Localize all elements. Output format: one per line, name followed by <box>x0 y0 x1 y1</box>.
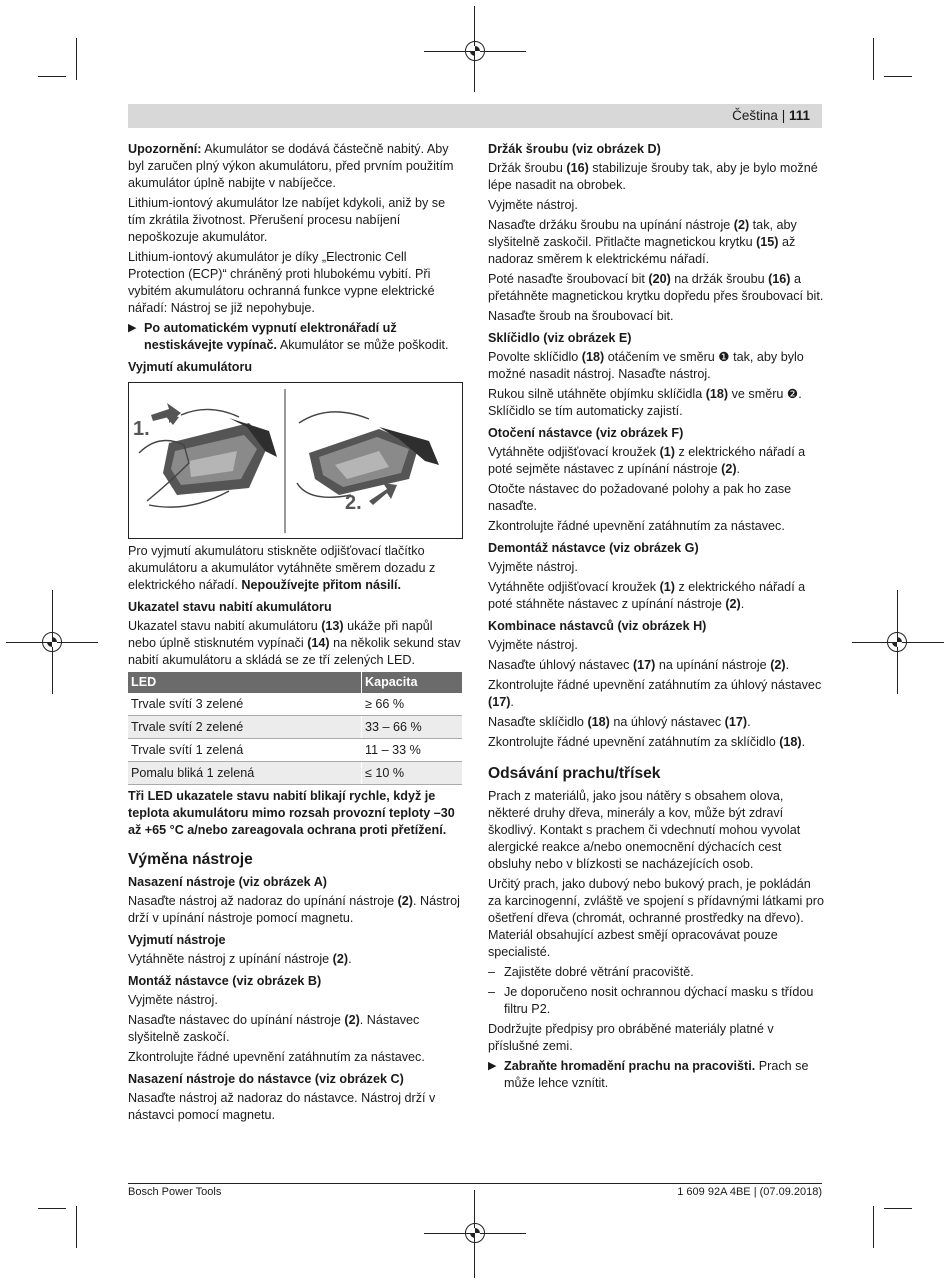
section-heading: Ukazatel stavu nabití akumulátoru <box>128 600 332 614</box>
paragraph: Povolte sklíčidlo (18) otáčením ve směru ❶ tak, aby bylo možné nasadit nástroj. Nasaďte nástroj. <box>488 350 804 381</box>
paragraph: Zkontrolujte řádné upevnění zatáhnutím za sklíčidlo (18). <box>488 735 806 749</box>
page-number: 111 <box>788 108 810 123</box>
paragraph: Upozornění: Akumulátor se dodává částečně nabitý. Aby byl zaručen plný výkon akumulátoru, před prvním použitím akumulátor úplně nabijte v nabíječce. <box>128 142 454 190</box>
section-heading: Nasazení nástroje do nástavce (viz obrázek C) <box>128 1072 404 1086</box>
section-heading: Vyjmutí akumulátoru <box>128 360 253 374</box>
footer-doc-id: 1 609 92A 4BE | (07.09.2018) <box>677 1186 822 1198</box>
table-row: Pomalu bliká 1 zelená ≤ 10 % <box>128 762 462 785</box>
paragraph: Prach z materiálů, jako jsou nátěry s obsahem olova, některé druhy dřeva, minerály a kov, může být zdraví škodlivý. Kontakt s prachem či vdechnutí mohou vyvolat alergické reakce a/nebo onemocnění dýchacích cest obsluhy nebo v blízkosti se nacházejících osob. <box>488 789 801 871</box>
paragraph: Vytáhněte odjišťovací kroužek (1) z elektrického nářadí a poté sejměte nástavec z upínání nástroje (2). <box>488 445 806 476</box>
battery-removal-illustration <box>129 383 462 538</box>
paragraph: Lithium-iontový akumulátor lze nabíjet kdykoli, aniž by se tím zkrátila životnost. Přerušení procesu nabíjení nepoškozuje akumulátor. <box>128 196 446 244</box>
paragraph: Ukazatel stavu nabití akumulátoru (13) ukáže při napůl nebo úplně stisknutém vypínači (14) na několik sekund stav nabití akumulátoru a skládá se ze tří zelených LED. <box>128 619 461 667</box>
chapter-heading: Odsávání prachu/třísek <box>488 765 661 782</box>
led-capacity-table <box>128 672 462 785</box>
paragraph: Vyjměte nástroj. <box>488 560 578 574</box>
table-row: Trvale svítí 3 zelené ≥ 66 % <box>128 693 462 716</box>
paragraph: Nasaďte úhlový nástavec (17) na upínání nástroje (2). <box>488 658 790 672</box>
section-heading: Otočení nástavce (viz obrázek F) <box>488 426 684 440</box>
section-heading: Montáž nástavce (viz obrázek B) <box>128 974 322 988</box>
figure-step-label: 1. <box>133 418 150 440</box>
page-header: Čeština | 111 <box>128 104 822 128</box>
list-item: – Je doporučeno nosit ochrannou dýchací masku s třídou filtru P2. <box>488 985 814 1016</box>
warning-item: ▶ Po automatickém vypnutí elektronářadí už nestiskávejte vypínač. Akumulátor se může poškodit. <box>128 321 449 352</box>
section-heading: Vyjmutí nástroje <box>128 933 226 947</box>
paragraph: Dodržujte předpisy pro obráběné materiály platné v příslušné zemi. <box>488 1022 774 1053</box>
list-item: – Zajistěte dobré větrání pracoviště. <box>488 965 694 979</box>
paragraph: Zkontrolujte řádné upevnění zatáhnutím za úhlový nástavec (17). <box>488 678 822 709</box>
paragraph: Lithium-iontový akumulátor je díky „Electronic Cell Protection (ECP)“ chráněný proti hlubokému vybití. Při vybitém akumulátoru ochranná funkce vypne elektrické nářadí: Nástroj se již nepohybuje. <box>128 250 435 315</box>
registration-mark-icon <box>465 1223 485 1243</box>
section-heading: Demontáž nástavce (viz obrázek G) <box>488 541 699 555</box>
paragraph: Nasaďte držáku šroubu na upínání nástroje (2) tak, aby slyšitelně zaskočil. Přitlačte magnetickou krytku (15) až nadoraz směrem k elektrickému nářadí. <box>488 218 797 266</box>
left-column <box>128 141 464 1127</box>
warning-item: ▶ Zabraňte hromadění prachu na pracovišti. Prach se může lehce vznítit. <box>488 1059 809 1090</box>
paragraph: Rukou silně utáhněte objímku sklíčidla (18) ve směru ❷. Sklíčidlo se tím automaticky zajistí. <box>488 387 802 418</box>
paragraph: Otočte nástavec do požadované polohy a pak ho zase nasaďte. <box>488 482 792 513</box>
paragraph: Vyjměte nástroj. <box>488 638 578 652</box>
paragraph: Nasaďte nástavec do upínání nástroje (2). Nástavec slyšitelně zaskočí. <box>128 1013 420 1044</box>
paragraph: Nasaďte nástroj až nadoraz do nástavce. Nástroj drží v nástavci pomocí magnetu. <box>128 1091 436 1122</box>
paragraph: Držák šroubu (16) stabilizuje šrouby tak, aby je bylo možné lépe nasadit na obrobek. <box>488 161 818 192</box>
section-heading: Držák šroubu (viz obrázek D) <box>488 142 661 156</box>
paragraph: Nasaďte nástroj až nadoraz do upínání nástroje (2). Nástroj drží v upínání nástroje pomocí magnetu. <box>128 894 460 925</box>
crop-mark <box>38 1208 66 1209</box>
paragraph: Vyjměte nástroj. <box>128 993 218 1007</box>
crop-mark <box>76 1206 77 1248</box>
right-column <box>488 141 824 1095</box>
section-heading: Nasazení nástroje (viz obrázek A) <box>128 875 327 889</box>
direction-1-icon: ❶ <box>718 350 730 364</box>
paragraph: Zkontrolujte řádné upevnění zatáhnutím za nástavec. <box>488 519 785 533</box>
paragraph: Nasaďte šroub na šroubovací bit. <box>488 309 674 323</box>
paragraph: Vytáhněte nástroj z upínání nástroje (2). <box>128 952 352 966</box>
paragraph: Určitý prach, jako dubový nebo bukový prach, je pokládán za karcinogenní, zvláště ve spojení s přídavnými látkami pro ošetření dřeva (chromát, ochranné prostředky na dřevo). Materiál obsahující azbest smějí opracovávat pouze specialisté. <box>488 877 824 959</box>
footer-brand: Bosch Power Tools <box>128 1186 222 1198</box>
table-header-row: LED Kapacita <box>128 672 462 693</box>
crop-mark <box>76 38 77 80</box>
crop-mark <box>884 1208 912 1209</box>
paragraph: Pro vyjmutí akumulátoru stiskněte odjišťovací tlačítko akumulátoru a akumulátor vytáhněte směrem dozadu z elektrického nářadí. Nepoužívejte přitom násilí. <box>128 544 436 592</box>
paragraph: Poté nasaďte šroubovací bit (20) na držák šroubu (16) a přetáhněte magnetickou krytku dopředu přes šroubovací bit. <box>488 272 824 303</box>
triangle-right-icon: ▶ <box>488 1060 497 1072</box>
registration-mark-icon <box>42 632 62 652</box>
registration-mark-icon <box>465 41 485 61</box>
paragraph: Vytáhněte odjišťovací kroužek (1) z elektrického nářadí a poté stáhněte nástavec z upínání nástroje (2). <box>488 580 806 611</box>
crop-mark <box>884 76 912 77</box>
paragraph: Vyjměte nástroj. <box>488 198 578 212</box>
battery-removal-figure <box>128 382 463 539</box>
section-heading: Sklíčidlo (viz obrázek E) <box>488 331 632 345</box>
crop-mark <box>873 38 874 80</box>
paragraph: Zkontrolujte řádné upevnění zatáhnutím za nástavec. <box>128 1050 425 1064</box>
registration-mark-icon <box>887 632 907 652</box>
page-footer <box>128 1183 822 1198</box>
direction-2-icon: ❷ <box>786 387 799 401</box>
paragraph: Nasaďte sklíčidlo (18) na úhlový nástavec (17). <box>488 715 751 729</box>
triangle-right-icon: ▶ <box>128 322 137 334</box>
section-heading: Kombinace nástavců (viz obrázek H) <box>488 619 707 633</box>
crop-mark <box>38 76 66 77</box>
chapter-heading: Výměna nástroje <box>128 851 253 868</box>
figure-step-label: 2. <box>345 492 362 514</box>
table-row: Trvale svítí 2 zelené 33 – 66 % <box>128 716 462 739</box>
led-warning: Tři LED ukazatele stavu nabití blikají rychle, když je teplota akumulátoru mimo rozsah provozní teploty –30 až +65 °C a/nebo zareagovala ochrana proti přetížení. <box>128 789 455 837</box>
table-row: Trvale svítí 1 zelená 11 – 33 % <box>128 739 462 762</box>
header-language: Čeština <box>732 108 778 123</box>
crop-mark <box>873 1206 874 1248</box>
